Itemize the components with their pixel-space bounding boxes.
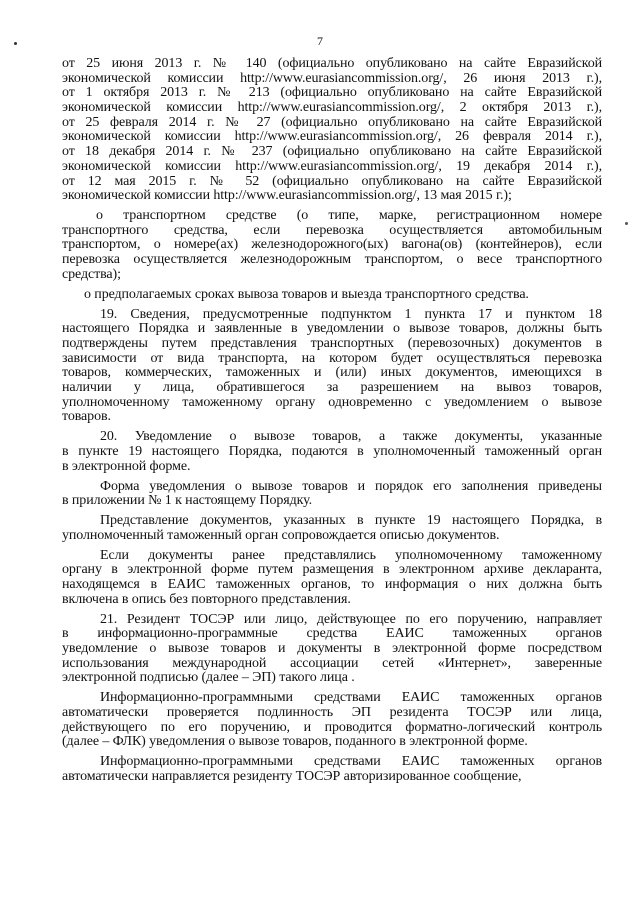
paragraph [62,514,602,543]
text-line: 21. Резидент ТОСЭР или лицо, действующее по его поручению, направляет [100,611,602,627]
scan-artifact-dot [625,222,628,225]
text-line: перевозка осуществляется железнодорожным транспортом, о весе транспортного [62,252,602,268]
paragraph [62,480,602,509]
text-line: автоматически проверяется подлинность ЭП резидента ТОСЭР или лица, [62,704,602,720]
text-line: в приложении № 1 к настоящему Порядку. [62,493,313,509]
page-number: 7 [317,34,323,48]
paragraph [62,691,602,750]
text-line: от 25 июня 2013 г. № 140 (официально опубликовано на сайте Евразийской [62,56,602,71]
text-line: Информационно-программными средствами ЕАИС таможенных органов [100,754,602,770]
paragraph [62,288,602,303]
text-line: 19. Сведения, предусмотренные подпунктом 1 пункта 17 и пунктом 18 [100,306,602,322]
text-line: наличии у лица, обратившегося за разрешением на вывоз товаров, [62,380,602,395]
text-line: от 12 мая 2015 г. № 52 (официально опубликовано на сайте Евразийской [62,173,602,189]
text-line: в пункте 19 настоящего Порядка, подаются в уполномоченный таможенный орган [62,443,602,459]
text-line: уполномоченный таможенный орган сопровождается описью документов. [62,527,500,543]
text-line: транспортного средства, если перевозка осуществляется автомобильным [62,222,602,238]
text-line: экономической комиссии http://www.eurasiancommission.org/, 26 февраля 2014 г.), [62,129,602,145]
text-line: в информационно-программные средства ЕАИС таможенных органов [62,626,602,642]
text-line: (далее – ФЛК) уведомления о вывозе товаров, поданного в электронной форме. [62,734,528,750]
text-line: действующего по его поручению, и проводится форматно-логический контроль [62,719,602,735]
text-line: электронной подписью (далее – ЭП) такого лица . [62,670,355,686]
text-line: уведомление о вывозе товаров и документы в электронной форме посредством [62,640,602,656]
text-line: находящемся в ЕАИС таможенных органов, то информация о них должна быть [62,577,602,592]
paragraph [62,755,602,784]
text-line: Информационно-программными средствами ЕАИС таможенных органов [100,690,602,706]
text-line: 20. Уведомление о вывозе товаров, а также документы, указанные [100,429,602,445]
text-line: экономической комиссии http://www.eurasiancommission.org/, 13 мая 2015 г.); [62,188,512,204]
text-line: использования международной ассоциации сетей «Интернет», заверенные [62,655,602,671]
text-line: уполномоченному таможенному органу одновременно с уведомлением о вывозе [62,394,602,410]
text-line: средства); [62,266,121,282]
text-line: экономической комиссии http://www.eurasiancommission.org/, 26 июня 2013 г.), [62,70,602,86]
paragraph [62,209,602,282]
text-line: товаров. [62,409,111,425]
paragraph [62,549,602,608]
text-line: автоматически направляется резиденту ТОСЭР авторизированное сообщение, [62,768,522,784]
paragraph [62,57,602,204]
paragraph [62,613,602,686]
text-line: органу в электронной форме путем размещения в электронном архиве декларанта, [62,562,602,578]
text-line: о транспортном средстве (о типе, марке, регистрационном номере [96,208,602,224]
text-line: Если документы ранее представлялись уполномоченному таможенному [100,547,602,563]
text-line: экономической комиссии http://www.eurasiancommission.org/, 2 октября 2013 г.), [62,100,602,116]
paragraph [62,430,602,474]
text-line: экономической комиссии http://www.eurasiancommission.org/, 19 декабря 2014 г.), [62,158,602,174]
text-line: в электронной форме. [62,458,191,474]
text-line: настоящего Порядка и заявленные в уведомлении о вывозе товаров, должны быть [62,321,602,337]
paragraph [62,308,602,426]
text-line: подтверждены путем представления транспортных (перевозочных) документов в [62,335,602,351]
text-line: Представление документов, указанных в пункте 19 настоящего Порядка, в [100,513,602,529]
text-line: от 1 октября 2013 г. № 213 (официально опубликовано на сайте Евразийской [62,85,602,101]
text-line: товаров, коммерческих, таможенных и (или) иных документов, имеющихся в [62,365,602,381]
text-line: включена в опись без повторного представления. [62,591,351,607]
text-line: зависимости от вида транспорта, на котором будет осуществляться перевозка [62,350,602,366]
text-line: транспортом, о номере(ах) железнодорожного(ых) вагона(ов) (контейнеров), если [62,237,602,253]
text-line: о предполагаемых сроках вывоза товаров и выезда транспортного средства. [84,286,529,302]
text-line: от 18 декабря 2014 г. № 237 (официально опубликовано на сайте Евразийской [62,144,602,160]
text-line: от 25 февраля 2014 г. № 27 (официально опубликовано на сайте Евразийской [62,114,602,130]
document-body [62,57,602,790]
text-line: Форма уведомления о вывозе товаров и порядок его заполнения приведены [100,478,602,494]
